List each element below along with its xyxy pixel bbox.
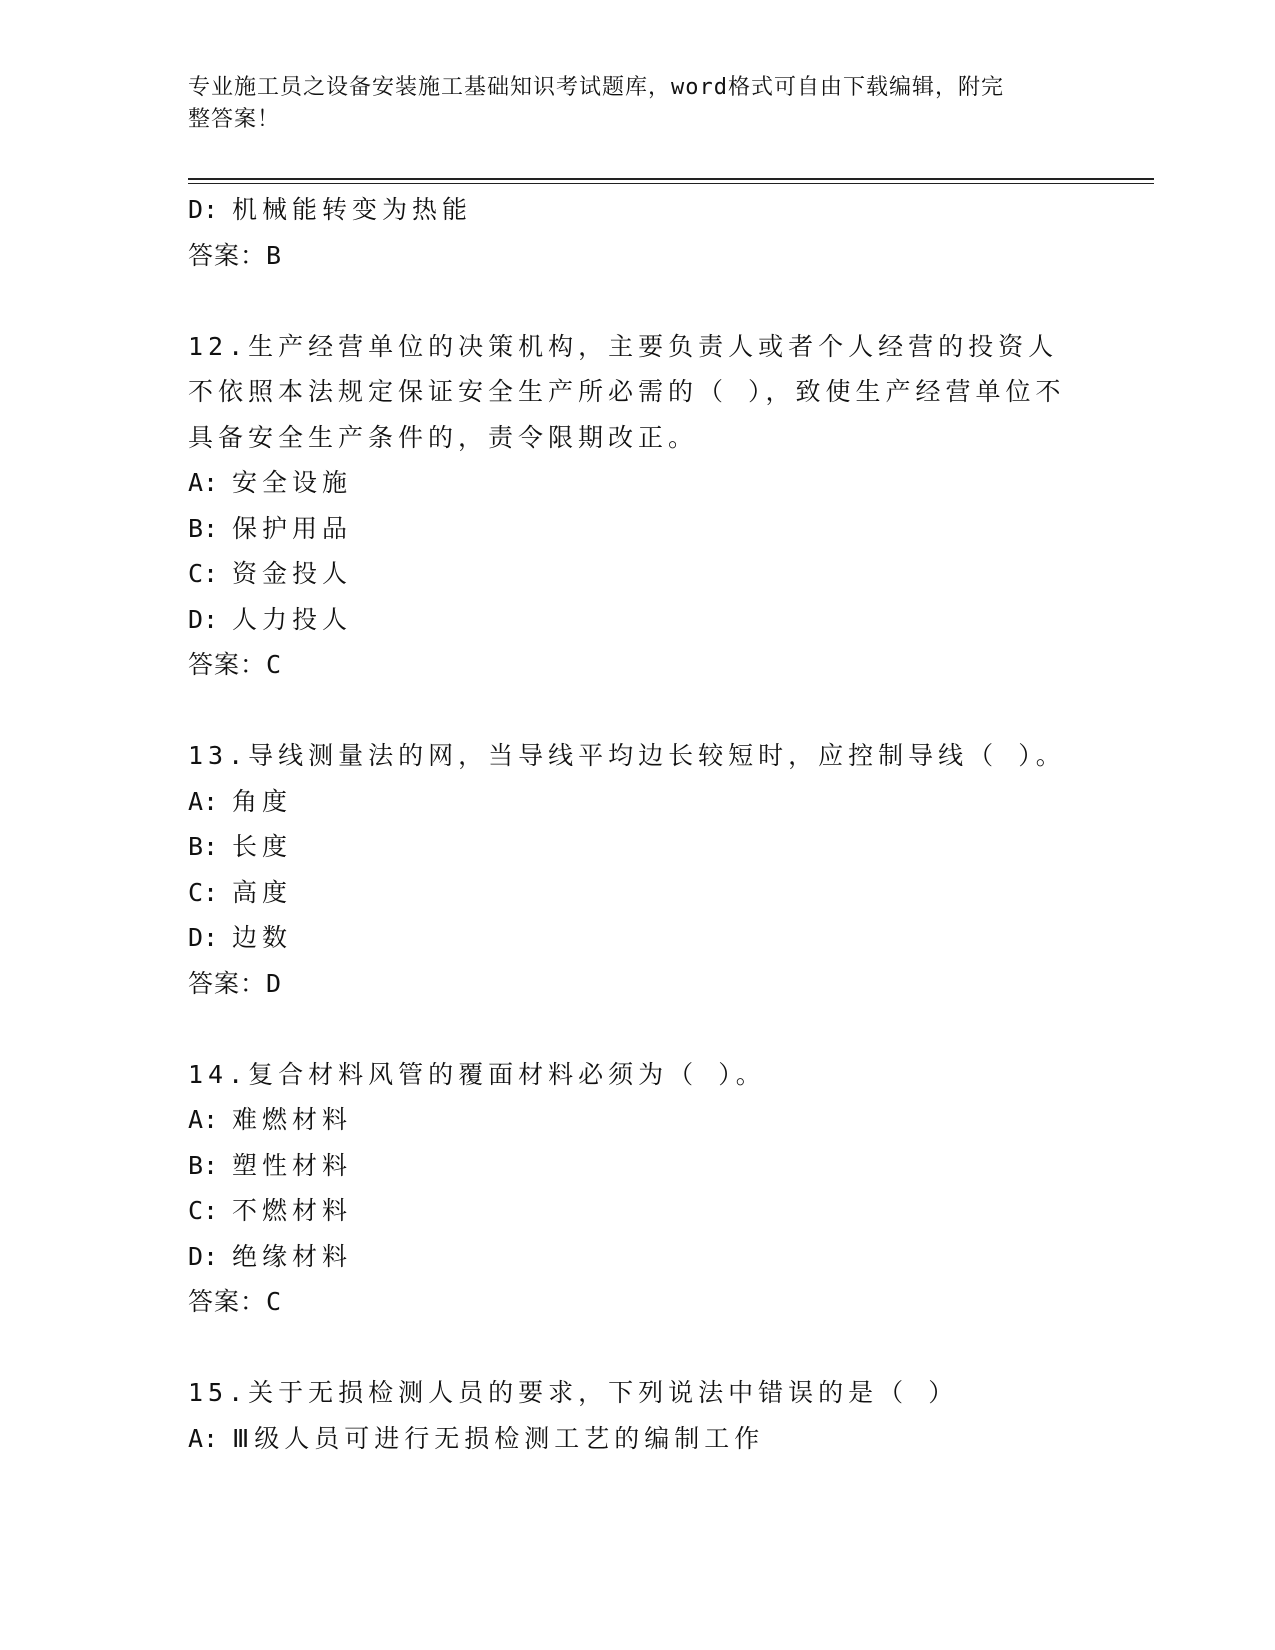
question-list <box>188 187 1088 1461</box>
question-15-stem: 15.关于无损检测人员的要求，下列说法中错误的是（ ） <box>188 1378 959 1407</box>
option-d <box>188 597 1088 643</box>
option-text: 不燃材料 <box>232 1196 353 1225</box>
spacer <box>188 278 1088 324</box>
option-text: 塑性材料 <box>232 1150 353 1180</box>
option-b <box>188 506 1088 552</box>
question-12-stem: 12.生产经营单位的决策机构，主要负责人或者个人经营的投资人不依照本法规定保证安全生产所必需的（ ），致使生产经营单位不具备安全生产条件的，责令限期改正。 <box>188 331 1066 452</box>
option-text: 绝缘材料 <box>232 1241 353 1271</box>
option-text: 保护用品 <box>232 513 353 543</box>
answer-line: 答案：B <box>188 240 283 270</box>
answer-line: 答案：C <box>188 650 283 679</box>
option-c <box>188 1188 1088 1234</box>
option-b <box>188 1143 1088 1189</box>
option-text: 机械能转变为热能 <box>232 195 473 224</box>
option-text: 长度 <box>232 832 293 861</box>
option-text: 高度 <box>232 877 293 907</box>
option-key: B: <box>188 513 219 543</box>
header-line-1: 专业施工员之设备安装施工基础知识考试题库，word格式可自由下载编辑，附完 <box>188 75 1004 100</box>
question-14-stem: 14.复合材料风管的覆面材料必须为（ ）。 <box>188 1059 766 1089</box>
option-a <box>188 460 1088 506</box>
option-a <box>188 1097 1088 1143</box>
option-text: 资金投人 <box>232 559 353 588</box>
answer-line: 答案：C <box>188 1287 283 1316</box>
option-key: C: <box>188 559 219 588</box>
answer-line: 答案：D <box>188 968 283 998</box>
option-c <box>188 551 1088 597</box>
option-text: Ⅲ级人员可进行无损检测工艺的编制工作 <box>232 1423 765 1453</box>
spacer <box>188 1325 1088 1371</box>
spacer <box>188 688 1088 734</box>
option-key: B: <box>188 1150 219 1180</box>
option-text: 安全设施 <box>232 468 353 497</box>
option-key: C: <box>188 1196 219 1225</box>
option-a <box>188 1416 1088 1462</box>
option-c <box>188 870 1088 916</box>
option-key: D: <box>188 923 219 952</box>
header-line-2: 整答案！ <box>188 107 281 132</box>
option-key: D: <box>188 1241 219 1271</box>
option-d <box>188 187 1088 233</box>
page-header <box>188 72 1068 136</box>
option-key: D: <box>188 604 219 634</box>
option-key: A: <box>188 1423 219 1453</box>
option-d <box>188 1234 1088 1280</box>
option-d <box>188 915 1088 961</box>
option-key: A: <box>188 786 219 816</box>
option-text: 角度 <box>232 786 293 816</box>
option-key: D: <box>188 195 219 224</box>
option-key: A: <box>188 468 219 497</box>
option-text: 难燃材料 <box>232 1105 353 1134</box>
spacer <box>188 1006 1088 1052</box>
question-13-stem: 13.导线测量法的网，当导线平均边长较短时，应控制导线（ ）。 <box>188 741 1066 770</box>
header-divider-thin <box>188 183 1154 184</box>
option-text: 人力投人 <box>232 604 353 634</box>
option-key: C: <box>188 877 219 907</box>
option-key: B: <box>188 832 219 861</box>
option-b <box>188 824 1088 870</box>
header-divider-thick <box>188 178 1154 180</box>
option-a <box>188 779 1088 825</box>
option-text: 边数 <box>232 923 293 952</box>
option-key: A: <box>188 1105 219 1134</box>
